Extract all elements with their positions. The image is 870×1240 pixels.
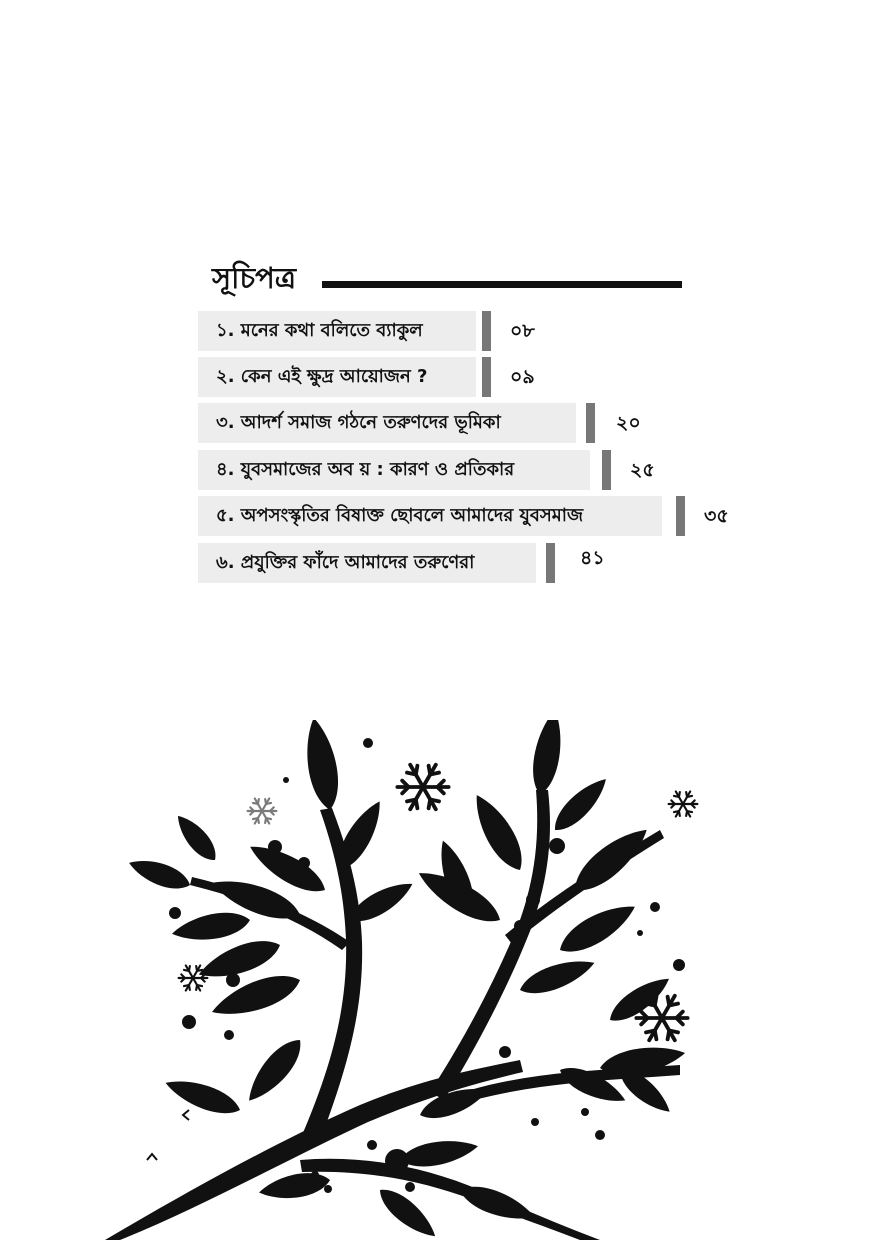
toc-entry-6[interactable] — [0, 543, 870, 585]
chevron-icon — [147, 1110, 189, 1160]
toc-entry-page: ৪১ — [580, 547, 605, 569]
toc-entry-title: ২. কেন এই ক্ষুদ্র আয়োজন ? — [198, 357, 476, 397]
toc-entry-1[interactable] — [0, 311, 870, 353]
toc-entry-marker — [546, 543, 555, 583]
toc-entry-page: ২০ — [616, 412, 641, 434]
toc-entry-marker — [676, 496, 685, 536]
toc-entry-3[interactable] — [0, 403, 870, 445]
toc-entry-title: ৪. যুবসমাজের অব য় : কারণ ও প্রতিকার — [198, 450, 590, 490]
heading-rule — [322, 281, 682, 288]
toc-entry-page: ০৯ — [510, 366, 535, 388]
toc-entry-2[interactable] — [0, 357, 870, 399]
toc-entry-title: ৩. আদর্শ সমাজ গঠনে তরুণদের ভূমিকা — [198, 403, 576, 443]
toc-entry-page: ০৮ — [510, 320, 535, 342]
branch-illustration — [0, 720, 870, 1240]
toc-entry-marker — [482, 311, 491, 351]
toc-entry-title: ৫. অপসংস্কৃতির বিষাক্ত ছোবলে আমাদের যুবসমাজ — [198, 496, 662, 536]
toc-entry-page: ৩৫ — [704, 505, 729, 527]
toc-entry-4[interactable] — [0, 450, 870, 492]
toc-entry-title: ১. মনের কথা বলিতে ব্যাকুল — [198, 311, 476, 351]
toc-entry-title: ৬. প্রযুক্তির ফাঁদে আমাদের তরুণেরা — [198, 543, 536, 583]
toc-entry-page: ২৫ — [630, 459, 655, 481]
toc-entry-5[interactable] — [0, 496, 870, 538]
toc-heading: সূচিপত্র — [212, 261, 297, 295]
toc-entry-marker — [586, 403, 595, 443]
toc-entry-marker — [602, 450, 611, 490]
toc-entry-marker — [482, 357, 491, 397]
